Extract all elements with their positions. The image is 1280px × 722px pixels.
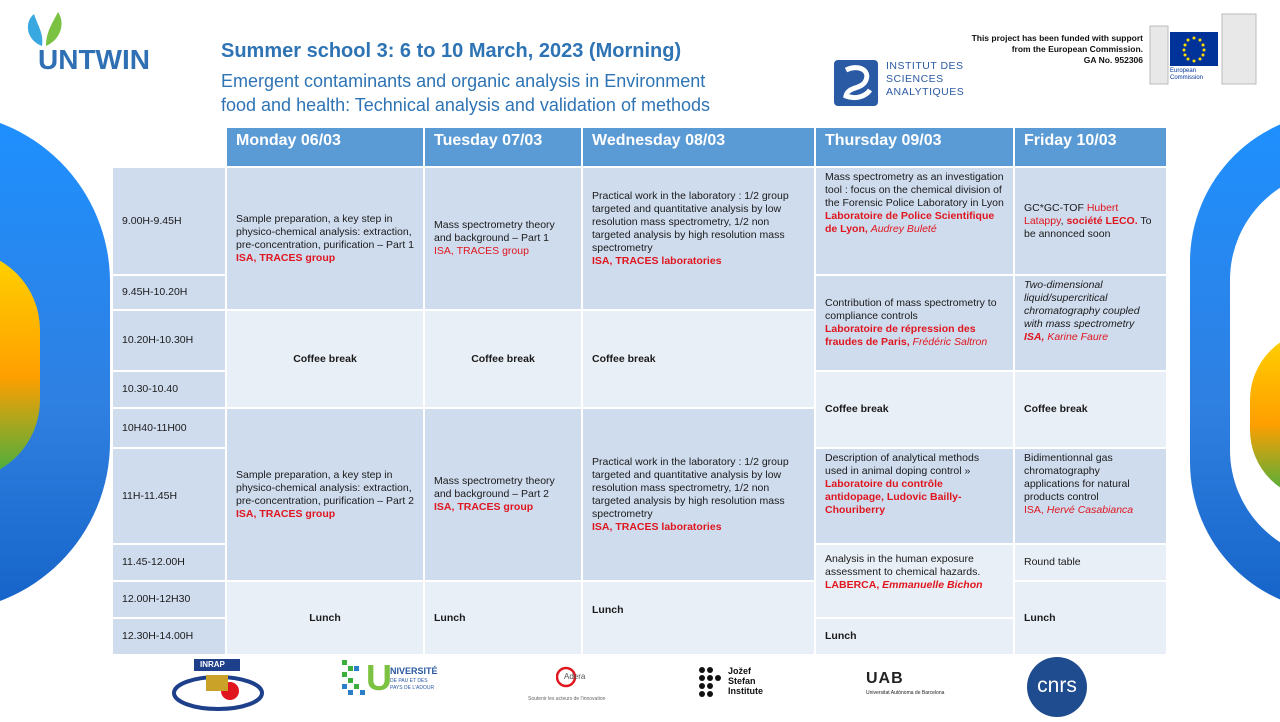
time-slot: 9.00H-9.45H	[112, 167, 226, 275]
session-text: Sample preparation, a key step in physico-chemical analysis: extraction, pre-concentration, purification – Part 1	[236, 212, 415, 251]
corner-cell	[112, 127, 226, 167]
inrap-label: INRAP	[200, 660, 225, 669]
monday-session-1	[226, 167, 424, 310]
monday-session-2	[226, 408, 424, 581]
thursday-lunch: Lunch	[815, 618, 1014, 655]
eu-line-1: European	[1170, 68, 1197, 74]
isa-line-3: ANALYTIQUES	[886, 86, 965, 98]
session-text: Practical work in the laboratory : 1/2 group targeted and quantitative analysis by low resolution mass spectrometry, 1/2 non targeted analysis by high resolution mass spectrometry	[592, 455, 789, 520]
subtitle-line-2: food and health: Technical analysis and validation of methods	[221, 95, 710, 115]
subtitle-line-1: Emergent contaminants and organic analysis in Environment	[221, 71, 706, 91]
session-organizer: ISA, TRACES laboratories	[592, 520, 722, 533]
session-speaker: Emmanuelle Bichon	[882, 579, 983, 591]
session-text: Two-dimensional liquid/supercritical chromatography coupled with mass spectrometry	[1024, 279, 1140, 330]
session-organizer: ISA, TRACES group	[236, 507, 336, 520]
monday-coffee-break: Coffee break	[226, 310, 424, 408]
session-organizer: ISA, TRACES group	[236, 251, 336, 264]
isa-logo	[834, 60, 965, 110]
friday-round-table: Round table	[1014, 544, 1167, 581]
friday-coffee-break: Coffee break	[1014, 371, 1167, 448]
session-organizer: ISA,	[1024, 504, 1044, 516]
wednesday-session-2	[582, 408, 815, 581]
tuesday-coffee-break: Coffee break	[424, 310, 582, 408]
uppa-big-text: NIVERSITÉ	[390, 666, 438, 676]
uppa-small-text: DE PAU ET DES PAYS DE L'ADOUR	[390, 678, 435, 691]
jsi-dots-icon	[696, 666, 726, 702]
isa-line-2: SCIENCES	[886, 73, 944, 85]
adera-logo	[528, 662, 623, 712]
thursday-session-4	[815, 544, 1014, 618]
day-header-thursday: Thursday 09/03	[815, 127, 1014, 167]
session-text: Mass spectrometry as an investigation tool : focus on the chemical division of the Forensic Police Laboratory in Lyon	[825, 171, 1004, 209]
session-organizer: Laboratoire de répression des fraudes de Paris,	[825, 323, 976, 348]
jsi-line-3: Institute	[728, 686, 763, 696]
time-slot: 10H40-11H00	[112, 408, 226, 448]
thursday-coffee-break: Coffee break	[815, 371, 1014, 448]
session-organizer: ISA,	[1024, 331, 1045, 343]
jsi-wordmark	[728, 666, 763, 696]
jsi-line-2: Stefan	[728, 676, 756, 686]
uab-letters: UAB	[866, 670, 904, 687]
session-organizer: LABERCA,	[825, 579, 880, 591]
wednesday-coffee-break: Coffee break	[582, 310, 815, 408]
uppa-logo	[340, 658, 440, 706]
tuesday-session-2	[424, 408, 582, 581]
session-text: Bidimentionnal gas chromatography applications for natural products control	[1024, 452, 1130, 503]
friday-lunch: Lunch	[1014, 581, 1167, 655]
jsi-logo	[696, 666, 786, 706]
session-text: Mass spectrometry theory and background – Part 2	[434, 475, 555, 500]
session-speaker: Hervé Casabianca	[1046, 504, 1134, 516]
session-text: Sample preparation, a key step in physico-chemical analysis: extraction, pre-concentration, purification – Part 2	[236, 468, 415, 507]
time-slot: 10.30-10.40	[112, 371, 226, 408]
funding-line-3: GA No. 952306	[1083, 55, 1143, 65]
session-text: Description of analytical methods used in animal doping control »	[825, 452, 980, 477]
friday-session-2	[1014, 275, 1167, 371]
friday-session-3	[1014, 448, 1167, 544]
funding-line-2: from the European Commission.	[1011, 44, 1143, 54]
monday-lunch: Lunch	[226, 581, 424, 655]
session-text: Practical work in the laboratory : 1/2 group targeted and quantitative analysis by low resolution mass spectrometry, 1/2 non targeted analysis by high resolution mass spectrometry	[592, 190, 789, 254]
session-organizer: ISA, TRACES group	[434, 501, 534, 513]
funding-notice	[940, 33, 1143, 66]
page-subtitle	[221, 69, 821, 117]
session-organizer: Laboratoire du contrôle antidopage, Ludovic Bailly-Chouriberry	[825, 478, 962, 516]
schedule-table	[111, 126, 1168, 656]
session-organizer: ISA, TRACES laboratories	[592, 255, 722, 267]
day-header-friday: Friday 10/03	[1014, 127, 1167, 167]
tuesday-session-1	[424, 167, 582, 310]
day-header-wednesday: Wednesday 08/03	[582, 127, 815, 167]
logo-text: UNTWIN	[38, 44, 150, 75]
session-note: To be annonced soon	[1024, 215, 1152, 240]
session-organizer: Laboratoire de Police Scientifique de Lyon,	[825, 210, 995, 235]
wednesday-lunch: Lunch	[582, 581, 815, 655]
tuesday-lunch: Lunch	[424, 581, 582, 655]
session-text: Analysis in the human exposure assessment to chemical hazards.	[825, 553, 981, 578]
time-slot: 10.20H-10.30H	[112, 310, 226, 371]
time-slot: 12.30H-14.00H	[112, 618, 226, 655]
inrap-logo	[172, 655, 264, 717]
eu-line-2: Commission	[1170, 75, 1204, 81]
jsi-line-1: Jožef	[728, 666, 752, 676]
time-slot: 9.45H-10.20H	[112, 275, 226, 310]
day-header-monday: Monday 06/03	[226, 127, 424, 167]
day-header-tuesday: Tuesday 07/03	[424, 127, 582, 167]
session-speaker: Audrey Buleté	[870, 223, 937, 235]
session-text: Mass spectrometry theory and background – Part 1	[434, 219, 555, 244]
cnrs-wordmark: cnrs	[1037, 674, 1077, 697]
untwin-logo	[20, 10, 150, 80]
uab-logo	[862, 670, 952, 704]
session-speaker: Karine Faure	[1047, 331, 1109, 343]
adera-tagline: Soutenir les acteurs de l'innovation	[528, 696, 606, 702]
eu-flag-icon	[1170, 32, 1218, 66]
session-text: Contribution of mass spectrometry to compliance controls	[825, 297, 997, 322]
thursday-session-2	[815, 275, 1014, 371]
thursday-session-1	[815, 167, 1014, 275]
eu-wordmark	[1170, 68, 1203, 82]
cnrs-logo	[1024, 656, 1090, 718]
session-organizer: ISA, TRACES group	[434, 245, 529, 257]
isa-mark-icon	[834, 60, 878, 106]
page-title: Summer school 3: 6 to 10 March, 2023 (Morning)	[221, 40, 682, 62]
session-text: GC*GC-TOF	[1024, 202, 1084, 214]
session-speaker: Frédéric Saltron	[912, 336, 988, 348]
table-header-row	[112, 127, 1167, 167]
time-slot: 11.45-12.00H	[112, 544, 226, 581]
adera-name: Adera	[564, 672, 586, 681]
time-slot: 11H-11.45H	[112, 448, 226, 544]
friday-session-1: GC*GC-TOF Hubert Latappy, société LECO. To be annonced soon	[1014, 167, 1167, 275]
isa-line-1: INSTITUT DES	[886, 60, 964, 72]
session-speaker: Hubert Latappy	[1024, 202, 1119, 227]
european-commission-logo	[1148, 12, 1258, 86]
funding-line-1: This project has been funded with support	[971, 33, 1143, 43]
time-slot: 12.00H-12H30	[112, 581, 226, 618]
uab-name: Universitat Autònoma de Barcelona	[866, 690, 945, 696]
session-organizer: société LECO.	[1066, 215, 1138, 227]
uppa-u-letter: U	[366, 657, 392, 698]
thursday-session-3	[815, 448, 1014, 544]
wednesday-session-1	[582, 167, 815, 310]
table-row	[112, 167, 1167, 275]
